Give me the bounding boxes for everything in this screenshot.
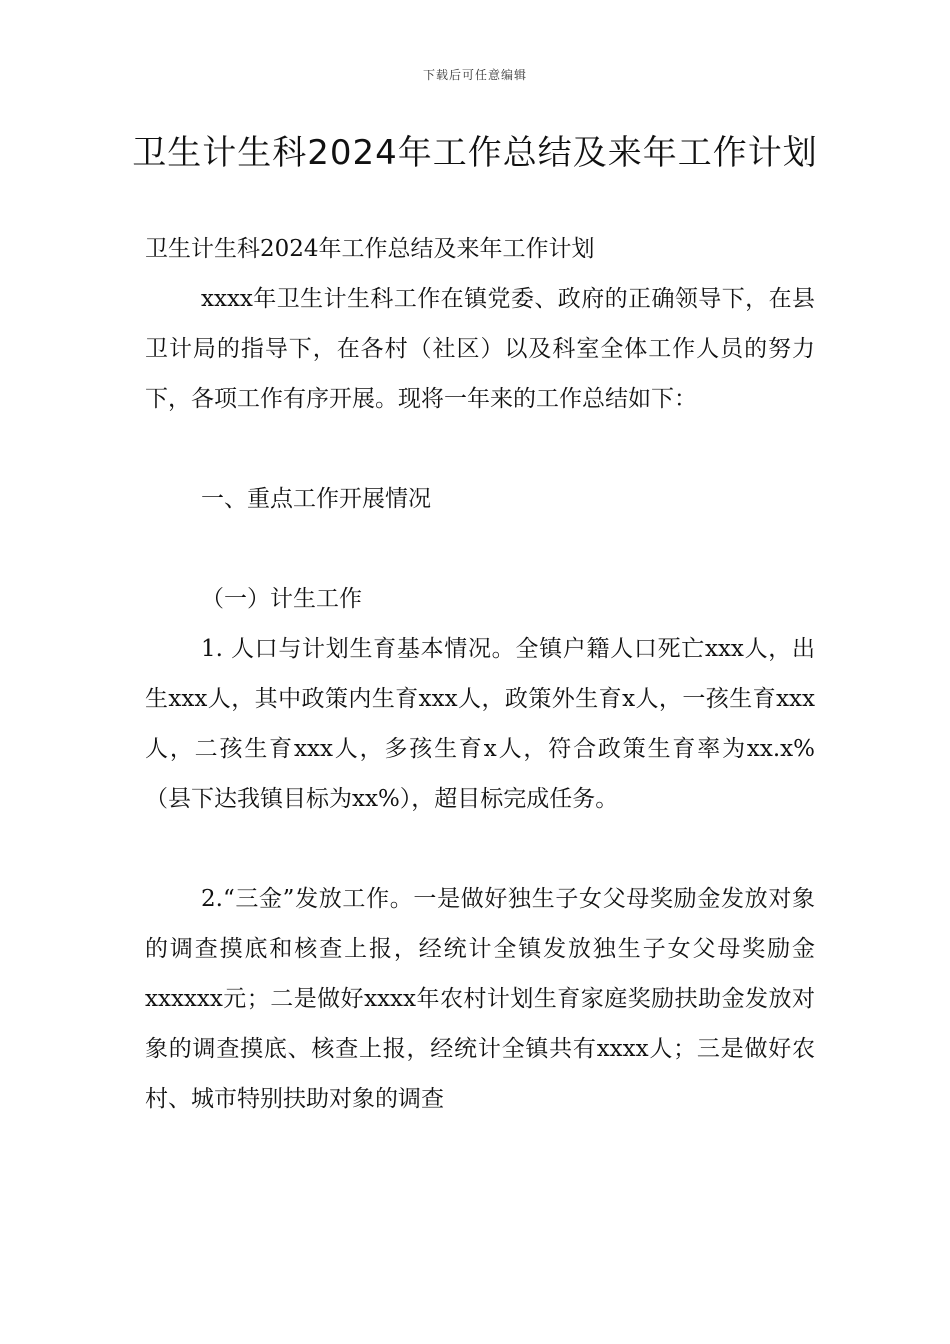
document-subtitle: 卫生计生科2024年工作总结及来年工作计划 [145, 236, 595, 262]
document-body [145, 224, 815, 1124]
paragraph-gap [145, 524, 815, 574]
paragraph-gap [145, 424, 815, 474]
intro-paragraph: xxxx年卫生计生科工作在镇党委、政府的正确领导下，在县卫计局的指导下，在各村（社区）以及科室全体工作人员的努力下，各项工作有序开展。现将一年来的工作总结如下： [145, 286, 815, 412]
item-paragraph-2: 2.“三金”发放工作。一是做好独生子女父母奖励金发放对象的调查摸底和核查上报，经统计全镇发放独生子女父母奖励金xxxxxx元；二是做好xxxx年农村计划生育家庭奖励扶助金发放对象的调查摸底、核查上报，经统计全镇共有xxxx人；三是做好农村、城市特别扶助对象的调查 [145, 886, 815, 1112]
subsection-heading: （一）计生工作 [201, 586, 362, 612]
header-note: 下载后可任意编辑 [422, 68, 527, 82]
document-title: 卫生计生科2024年工作总结及来年工作计划 [132, 133, 818, 173]
section-heading: 一、重点工作开展情况 [201, 486, 431, 512]
paragraph-gap [145, 824, 815, 874]
item-paragraph-1: 1. 人口与计划生育基本情况。全镇户籍人口死亡xxx人，出生xxx人，其中政策内生育xxx人，政策外生育x人，一孩生育xxx人，二孩生育xxx人，多孩生育x人，符合政策生育率为xx.x%（县下达我镇目标为xx%），超目标完成任务。 [145, 636, 815, 812]
